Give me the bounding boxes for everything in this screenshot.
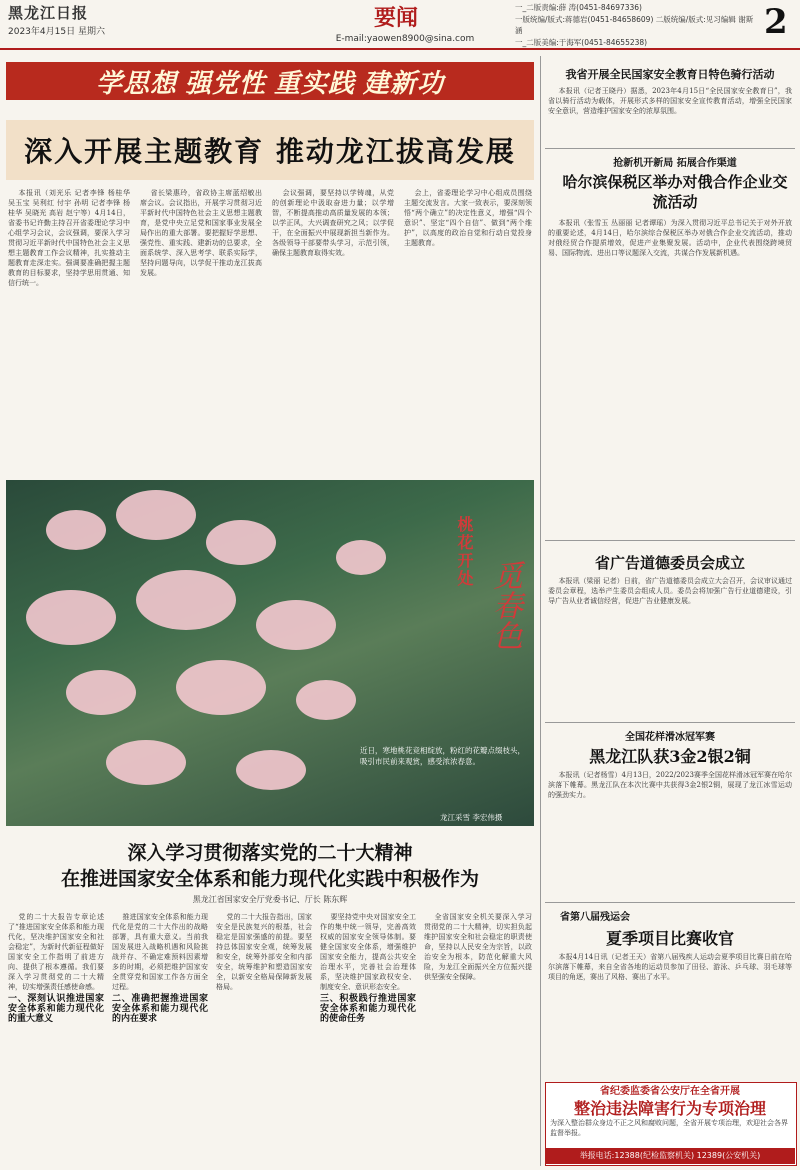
right-story1-headline: 我省开展全民国家安全教育日特色骑行活动 — [565, 68, 775, 81]
paragraph: 省长梁惠玲，省政协主席蓝绍敏出席会议。会议指出，开展学习贯彻习近平新时代中国特色社会主义思想主题教育，是党中央立足党和国家事业发展全局作出的重大部署。要把握好学思想、强党性、重实践、建新功的总要求，全面系统学、深入思考学、联系实际学，坚持问题导向，以学促干推动龙江拔高发展。 — [140, 189, 262, 277]
photo-title-top: 桃花开处 — [455, 516, 474, 588]
right-story5-headline: 夏季项目比赛收官 — [605, 929, 734, 948]
editor-line: 一_二版责编:薛 涛(0451-84697336) — [515, 3, 642, 12]
editor-line: 一_二版美编:于海军(0451-84655238) — [515, 37, 648, 47]
editor-line: 一版统编/版式:蒋德岩(0451-84658609) 二版统编/版式:见习编辑 谢斯涵 — [515, 14, 754, 35]
page-number: 2 — [764, 2, 788, 42]
right-story5-text — [548, 952, 792, 1076]
subhead: 一、深刻认识推进国家安全体系和能力现代化的重大意义 — [8, 994, 104, 1024]
second-headline-line1: 深入学习贯彻落实党的二十大精神 — [127, 842, 413, 864]
banner-word: 建新功 — [363, 68, 445, 99]
notice-text: 为深入整治群众身边不正之风和腐败问题，全省开展专项治理，欢迎社会各界监督举报。 — [550, 1119, 788, 1137]
lead-column-3 — [272, 188, 394, 470]
subhead: 三、积极践行推进国家安全体系和能力现代化的使命任务 — [320, 994, 416, 1024]
paragraph: 党的二十大报告指出，国家安全是民族复兴的根基，社会稳定是国家强盛的前提。要坚持总体国家安全观，统筹发展和安全，统筹外部安全和内部安全，统筹维护和塑造国家安全，以新安全格局保障新发展格局。 — [216, 913, 312, 991]
lead-column-2 — [140, 188, 262, 470]
photo-title-big: 觅春色 — [487, 560, 522, 650]
right-story3-headline: 省广告道德委员会成立 — [594, 554, 745, 572]
photo-caption: 近日，寒地桃花竞相绽放，粉红的花瓣点缀枝头，吸引市民前来观赏，感受浓浓春意。 — [360, 746, 525, 766]
right-story2-kicker: 抢新机开新局 拓展合作渠道 — [613, 158, 737, 169]
right-story2-headline: 哈尔滨保税区举办对俄合作企业交流活动 — [562, 173, 788, 211]
banner-word: 学思想 — [95, 68, 177, 99]
second-column-5 — [424, 912, 532, 1164]
paragraph: 推进国家安全体系和能力现代化是党的二十大作出的战略部署，具有重大意义。当前我国发展进入战略机遇和风险挑战并存、不确定难预料因素增多的时期，必须把维护国家安全贯穿党和国家工作各方面全过程。 — [112, 913, 208, 991]
section-email: E-mail:yaowen8900@sina.com — [335, 34, 475, 44]
notice-kicker: 省纪委监委省公安厅在全省开展 — [600, 1086, 740, 1097]
theme-banner — [6, 62, 534, 100]
paragraph: 本报讯（刘光乐 记者李锋 杨桂华 吴玉宝 吴利红 付宇 孙明 记者李锋 杨桂华 吴晓光 高岩 赵宁等）4月14日，省委书记许勤主持召开省委理论学习中心组学习会议，会议强调，要深入学习贯彻习近平新时代中国特色社会主义思想主题教育工作会议精神，扎实推动主题教育走深走实。强调要准确把握主题教育的目标要求，坚持学思用贯通、知信行统一。 — [8, 189, 130, 287]
right-story1-text — [548, 86, 792, 144]
notice-title: 整治违法障害行为专项治理 — [573, 1099, 766, 1118]
right-story3-text — [548, 576, 792, 716]
paragraph: 本报4月14日讯（记者王天）省第八届残疾人运动会夏季项目比赛日前在哈尔滨落下帷幕，来自全省各地的运动员参加了田径、游泳、乒乓球、羽毛球等项目的角逐，赛出了风格、赛出了水平。 — [548, 953, 792, 981]
right-story4-headline: 黑龙江队获3金2银2铜 — [589, 747, 751, 766]
photo-credit: 龙江采雪 李宏伟摄 — [440, 813, 503, 822]
paragraph: 本报讯（记者杨雪）4月13日，2022/2023赛季全国花样滑冰冠军赛在哈尔滨落下帷幕。黑龙江队在本次比赛中共获得3金2银2铜，展现了龙江冰雪运动的强劲实力。 — [548, 771, 792, 799]
section-rule — [545, 722, 795, 723]
right-story2-text — [548, 218, 792, 534]
right-story4-kicker: 全国花样滑冰冠军赛 — [625, 732, 715, 743]
second-byline: 黑龙江省国家安全厅党委书记、厅长 陈东辉 — [192, 895, 348, 904]
lead-headline: 深入开展主题教育 推动龙江拔高发展 — [6, 120, 534, 180]
editor-credits — [515, 2, 760, 48]
second-column-4 — [320, 912, 416, 1164]
right-story5-kicker: 省第八届残运会 — [560, 912, 630, 923]
lead-column-4 — [404, 188, 532, 470]
section-rule — [545, 148, 795, 149]
second-column-2 — [112, 912, 208, 1164]
notice-hotline: 举报电话:12388(纪检监察机关) 12389(公安机关) — [545, 1148, 795, 1164]
paragraph: 要坚持党中央对国家安全工作的集中统一领导，完善高效权威的国家安全领导体制。要健全国家安全体系，增强维护国家安全能力，提高公共安全治理水平，完善社会治理体系，坚决维护国家政权安全、制度安全、意识形态安全。 — [320, 913, 416, 991]
newspaper-logo: 黑龙江日报 — [8, 4, 89, 22]
lead-column-1 — [8, 188, 130, 470]
banner-word: 重实践 — [274, 68, 356, 99]
paragraph: 党的二十大报告专章论述了“推进国家安全体系和能力现代化，坚决维护国家安全和社会稳定”，为新时代新征程做好国家安全工作指明了前进方向、提供了根本遵循。我们要深入学习贯彻党的二十大精神，切实增强责任感使命感。 — [8, 913, 104, 991]
second-column-1 — [8, 912, 104, 1164]
paragraph: 全省国家安全机关要深入学习贯彻党的二十大精神，切实担负起维护国家安全和社会稳定的职责使命，坚持以人民安全为宗旨，以政治安全为根本，防范化解重大风险，为龙江全面振兴全方位振兴提供坚强安全保障。 — [424, 913, 532, 981]
issue-date: 2023年4月15日 星期六 — [8, 27, 105, 37]
paragraph: 本报讯（张雪玉 丛丽丽 记者谭瑶）为深入贯彻习近平总书记关于对外开放的重要论述，4月14日，哈尔滨综合保税区举办对俄合作企业交流活动，推动对俄经贸合作提质增效，促进产业集聚发展。活动中，企业代表围绕跨境贸易、国际物流、进出口等议题深入交流，共谋合作发展新机遇。 — [548, 219, 792, 257]
second-column-3 — [216, 912, 312, 1164]
right-story4-text — [548, 770, 792, 896]
banner-word: 强党性 — [184, 68, 266, 99]
paragraph: 本报讯（记者王晓丹）据悉，2023年4月15日“全民国家安全教育日”，我省以骑行活动为载体，开展形式多样的国家安全宣传教育活动，增强全民国家安全意识，营造维护国家安全的浓厚氛围。 — [548, 87, 792, 115]
section-rule — [545, 902, 795, 903]
section-rule — [545, 540, 795, 541]
paragraph: 会上，省委理论学习中心组成员围绕主题交流发言。大家一致表示，要深刻领悟“两个确立”的决定性意义，增强“四个意识”、坚定“四个自信”、做到“两个维护”，以高度的政治自觉和行动自觉投身主题教育。 — [404, 189, 532, 247]
subhead: 二、准确把握推进国家安全体系和能力现代化的内在要求 — [112, 994, 208, 1024]
second-headline-line2: 在推进国家安全体系和能力现代化实践中积极作为 — [60, 868, 479, 890]
column-divider — [540, 56, 541, 1166]
section-title: 要闻 — [373, 5, 418, 31]
paragraph: 本报讯（梁丽 记者）日前，省广告道德委员会成立大会召开，会议审议通过委员会章程，选举产生委员会组成人员。委员会将加强广告行业道德建设，引导广告从业者诚信经营，促进广告业健康发展。 — [548, 577, 792, 605]
paragraph: 会议强调，要坚持以学铸魂，从党的创新理论中汲取奋进力量；以学增智，不断提高推动高质量发展的本领；以学正风，大兴调查研究之风；以学促干，在全面振兴中展现新担当新作为。各级领导干部要带头学习，示范引领，确保主题教育取得实效。 — [272, 189, 394, 257]
